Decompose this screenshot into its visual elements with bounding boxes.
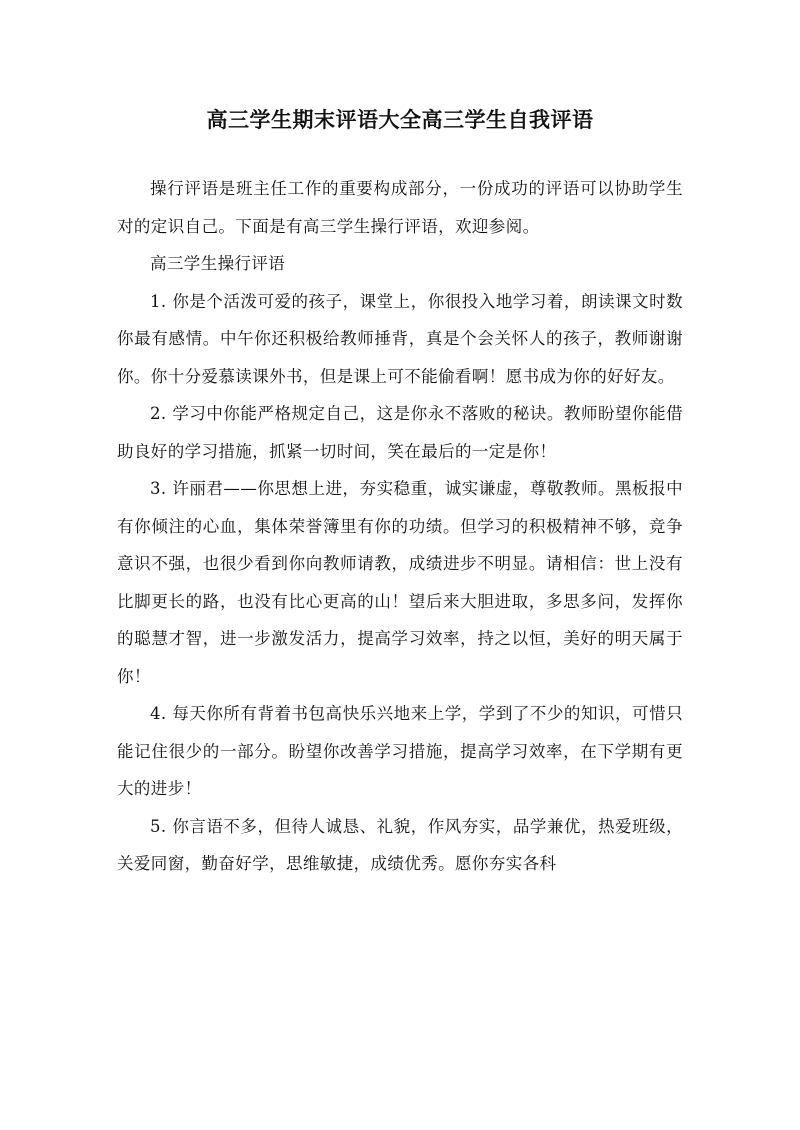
document-title: 高三学生期末评语大全高三学生自我评语: [206, 107, 594, 132]
section-heading: 高三学生操行评语: [150, 254, 286, 273]
comment-paragraph-2: 2. 学习中你能严格规定自己，这是你永不落败的秘诀。教师盼望你能借助良好的学习措施，抓紧一切时间，笑在最后的一定是你！: [117, 404, 683, 461]
comment-paragraph-3: 3. 许丽君——你思想上进，夯实稳重，诚实谦虚，尊敬教师。黑板报中有你倾注的心血，集体荣誉簿里有你的功绩。但学习的积极精神不够，竞争意识不强，也很少看到你向教师请教，成绩进步不明显。请相信：世上没有比脚更长的路，也没有比心更高的山！望后来大胆进取，多思多问，发挥你的聪慧才智，进一步激发活力，提高学习效率，持之以恒，美好的明天属于你！: [117, 479, 683, 686]
comment-paragraph-1: 1. 你是个活泼可爱的孩子，课堂上，你很投入地学习着，朗读课文时数你最有感情。中午你还积极给教师捶背，真是个会关怀人的孩子，教师谢谢你。你十分爱慕读课外书，但是课上可不能偷看啊！愿书成为你的好好友。: [117, 291, 683, 386]
intro-paragraph: 操行评语是班主任工作的重要构成部分，一份成功的评语可以协助学生对的定识自己。下面是有高三学生操行评语，欢迎参阅。: [117, 179, 683, 236]
comment-paragraph-4: 4. 每天你所有背着书包高快乐兴地来上学，学到了不少的知识，可惜只能记住很少的一部分。盼望你改善学习措施，提高学习效率，在下学期有更大的进步！: [117, 704, 683, 798]
comment-paragraph-5: 5. 你言语不多，但待人诚恳、礼貌，作风夯实，品学兼优，热爱班级，关爱同窗，勤奋好学，思维敏捷，成绩优秀。愿你夯实各科: [117, 816, 683, 873]
